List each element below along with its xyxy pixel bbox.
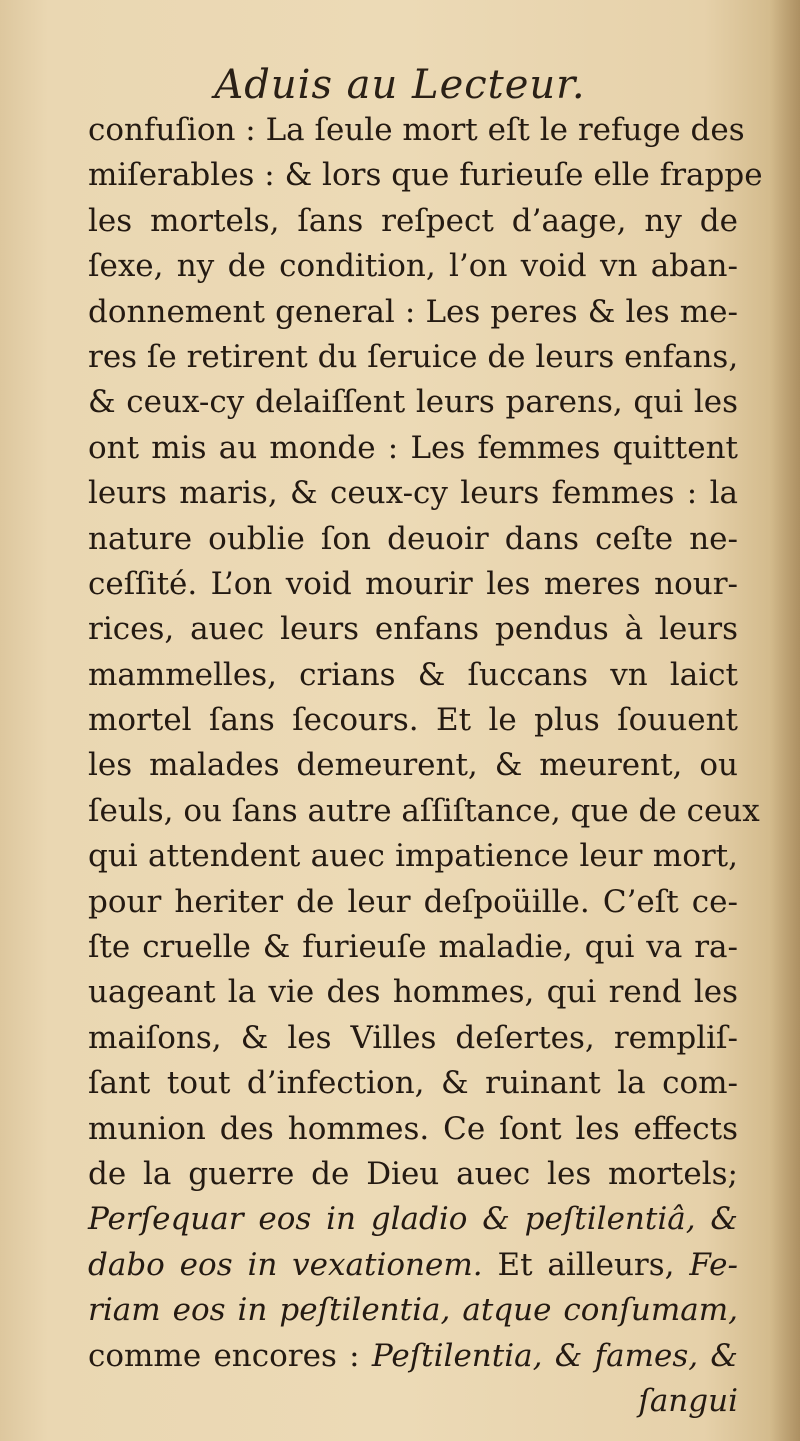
text-line: ceſſité. L’on void mourir les meres nour- (88, 565, 738, 602)
text-line: mortel ſans ſecours. Et le plus ſouuent (88, 702, 738, 739)
text-line: res ſe retirent du ſeruice de leurs enfans, (88, 338, 739, 375)
text-line: ſeuls, ou ſans autre aſſiſtance, que de ceux (88, 792, 760, 829)
roman-text: Et ailleurs, (482, 1246, 690, 1283)
text-line: confuſion : La ſeule mort eſt le refuge des (88, 112, 745, 148)
italic-quote-line: riam eos in peſtilentia, atque conſumam, (88, 1292, 738, 1329)
text-line: de la guerre de Dieu auec les mortels; (88, 1155, 738, 1192)
body-text (88, 108, 763, 1424)
text-line: qui attendent auec impatience leur mort, (88, 838, 738, 875)
mixed-line (88, 1334, 738, 1379)
roman-text: comme encores : (88, 1337, 372, 1374)
text-line: ſexe, ny de condition, l’on void vn aban- (88, 248, 738, 285)
italic-quote: Peſtilentia, & fames, & (371, 1337, 738, 1374)
text-line: pour heriter de leur deſpoüille. C’eſt ce- (88, 883, 738, 920)
text-line: rices, auec leurs enfans pendus à leurs (88, 611, 738, 648)
text-line: uageant la vie des hommes, qui rend les (88, 974, 738, 1011)
text-line: munion des hommes. Ce ſont les effects (88, 1110, 738, 1147)
text-line: & ceux-cy delaiſſent leurs parens, qui les (88, 384, 738, 421)
mixed-line (88, 1243, 738, 1288)
catchword: ſangui (638, 1382, 738, 1419)
text-line: ſte cruelle & furieuſe maladie, qui va ra- (88, 929, 738, 966)
text-line: donnement general : Les peres & les me- (88, 293, 738, 330)
text-line: ſant tout d’infection, & ruinant la com- (88, 1065, 738, 1102)
text-line: mammelles, crians & ſuccans vn laict (88, 656, 738, 693)
italic-quote: Fe- (689, 1246, 738, 1283)
italic-quote-line: Perſequar eos in gladio & peſtilentiâ, & (88, 1201, 738, 1238)
text-line: ont mis au monde : Les femmes quittent (88, 429, 738, 466)
text-line: maiſons, & les Villes deſertes, rempliſ- (88, 1019, 738, 1056)
text-line: les malades demeurent, & meurent, ou (88, 747, 738, 784)
italic-quote: dabo eos in vexationem. (88, 1246, 483, 1283)
text-line: les mortels, ſans reſpect d’aage, ny de (88, 202, 738, 239)
text-line: miſerables : & lors que furieuſe elle frappe (88, 157, 763, 194)
page-gutter-shadow (770, 0, 800, 1441)
text-line: nature oublie ſon deuoir dans ceſte ne- (88, 520, 738, 557)
text-line: leurs maris, & ceux-cy leurs femmes : la (88, 475, 738, 512)
running-head: Aduis au Lecteur. (214, 62, 586, 108)
